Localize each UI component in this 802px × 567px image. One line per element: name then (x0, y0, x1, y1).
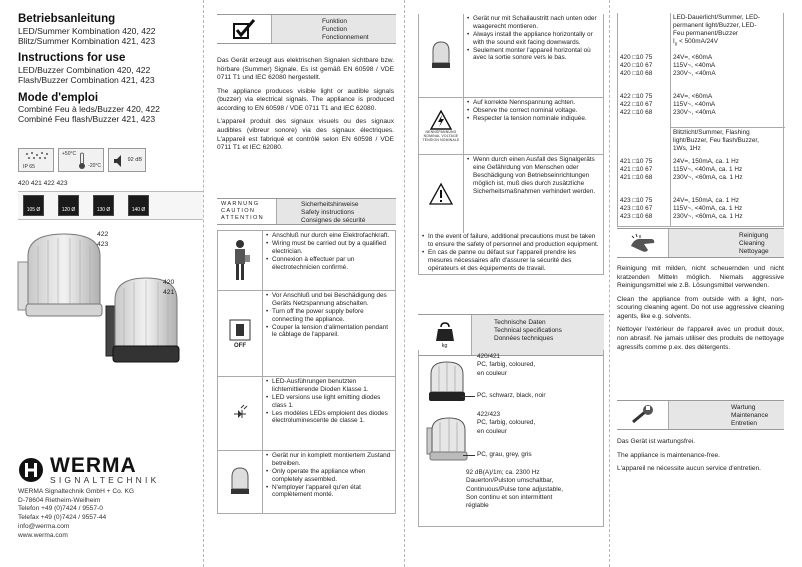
warning-5-fr: • Seulement monter l'appareil horizontal où avec la sortie sonore vers le bas. (467, 47, 600, 63)
address-website-link[interactable]: www.werma.com (18, 531, 68, 539)
dimension-unit: Ø (71, 206, 76, 213)
pointer-line (463, 455, 475, 456)
maintenance-text-fr: L'appareil ne nécessite aucun service d'entretien. (617, 465, 762, 473)
sound-exit-icon-box (419, 14, 464, 97)
warning-5-de: • Gerät nur mit Schallaustritt nach unten oder waagerecht montieren. (467, 15, 600, 31)
spec-420-model: 420/421 (477, 353, 501, 360)
warning-6-fr: • Respecter la tension nominale indiquée. (467, 115, 587, 123)
table-cell-value: 115V~, <40mA (673, 101, 716, 108)
pointer-line (461, 396, 475, 397)
warning-3-en: • LED versions use light emitting diodes class 1. (266, 394, 392, 410)
function-head-de: Funktion (322, 18, 347, 25)
warning-row-sound-exit (419, 14, 603, 98)
maintenance-section-header (617, 400, 784, 430)
maintenance-head-fr: Entretien (731, 420, 758, 428)
table-row (618, 158, 785, 166)
spec-422-model: 422/423 (477, 411, 501, 418)
cleaning-text-fr: Nettoyer l'extérieur de l'appareil avec un produit doux, non abrasif. Ne jamais utiliser des produits de nettoyage agressifs comme p.ex. des détergents. (617, 326, 784, 351)
current-subscript: 0 (674, 41, 678, 47)
column-divider-3 (609, 0, 610, 567)
electrician-icon-box (218, 231, 263, 290)
maintenance-text-en: The appliance is maintenance-free. (617, 451, 720, 459)
flash-header (673, 129, 783, 153)
subtitle-en-1: LED/Buzzer Combination 420, 422 (18, 64, 151, 75)
ip-rating-label: IP 65 (23, 163, 36, 170)
maintenance-text (617, 438, 784, 474)
warning-label-de: WARNUNG (221, 201, 260, 208)
table-cell-value: 24V=, <60mA (673, 54, 713, 61)
tech-head-fr: Données techniques (494, 335, 554, 343)
table-group-421 (618, 158, 785, 182)
subtitle-de-2: Blitz/Summer Kombination 421, 423 (18, 35, 156, 46)
table-column-divider (670, 13, 671, 227)
warning-triangle-icon (428, 182, 454, 206)
sound-spec-1: 92 dB(A)/1m; ca. 2300 Hz (466, 469, 540, 476)
safety-head-de: Sicherheitshinweise (301, 201, 359, 208)
table-cell-code: 420 □10 75 (620, 54, 653, 61)
checkmark-icon (232, 18, 256, 40)
table-cell-value: 230V~, <40mA (673, 109, 716, 116)
cleaning-section-header (617, 228, 784, 258)
weight-icon (434, 321, 456, 343)
temperature-icon (58, 148, 104, 172)
warning-5-en: • Always install the appliance horizontally or with the sound exit facing downwards. (467, 31, 600, 47)
cleaning-text-en: Clean the appliance from outside with a light, non-scouring cleaning agent. Do not use aggressive cleaning agents, like e.g. solvents. (617, 295, 784, 320)
table-row (618, 62, 785, 70)
power-switch-icon (227, 317, 253, 343)
temperature-min-label: -20°C (88, 162, 101, 169)
werma-logo-icon (18, 457, 44, 483)
power-off-icon-box (218, 291, 263, 376)
subtitle-fr-1: Combiné Feu à leds/Buzzer 420, 422 (18, 104, 160, 115)
property-icons (18, 148, 146, 172)
warning-1-fr: • Connexion à effectuer par un électrotechnicien confirmé. (266, 256, 392, 272)
led-icon-box (218, 377, 263, 450)
table-cell-value: 115V~, <40mA (673, 62, 716, 69)
brand-subtitle: SIGNALTECHNIK (50, 475, 160, 485)
dimension-value-422: 130 (96, 206, 106, 213)
table-row (618, 174, 785, 182)
spec-422-desc-2: en couleur (477, 427, 507, 435)
dimension-icon-423 (128, 195, 149, 216)
dimension-unit: Ø (36, 206, 41, 213)
function-head-fr: Fonctionnement (322, 34, 369, 42)
wrench-icon (629, 404, 657, 426)
voltage-label-de: NENNSPANNUNG (425, 129, 457, 134)
dimension-value-421: 120 (61, 206, 71, 213)
function-text-fr: L'appareil produit des signaux visuels ou des signaux audibles (vibreur sonore) via des signaux électriques. L'appareil est fabriqué et contrôlé selon EN 60598 / VDE 0711 T1 et IEC 62080. (217, 118, 394, 152)
table-cell-code: 423 □10 67 (620, 205, 653, 212)
led-diode-icon (230, 404, 250, 424)
address-fax: Telefax +49 (0)7424 / 9557-44 (18, 514, 107, 522)
table-cell-value: 24V=, 150mA, ca. 1 Hz (673, 158, 739, 165)
warning-7-extra (419, 233, 603, 274)
sound-level-icon (108, 148, 146, 172)
current-limit: < 500mA/24V (677, 38, 718, 45)
warning-row-power-off (218, 291, 395, 377)
table-row (618, 197, 785, 205)
warning-7-de: • Wenn durch einen Ausfall des Signalgeräts eine Gefährdung von Menschen oder Beschädigung von Betriebseinrichtungen möglich ist, muß dies durch zusätzliche Sicherheitsmaßnahmen verhindert werden. (467, 156, 600, 195)
warning-1-en: • Wiring must be carried out by a qualified electrician. (266, 240, 392, 256)
dimension-icon-422 (93, 195, 114, 216)
table-cell-value: 230V~, <60mA, ca. 1 Hz (673, 213, 743, 220)
sound-spec-3: Continuous/Pulse tone adjustable, (466, 485, 563, 493)
table-group-422 (618, 93, 785, 117)
voltage-icon-box (419, 98, 464, 154)
safety-warnings-list-continued (418, 14, 604, 275)
table-row (618, 109, 785, 117)
safety-warnings-list (217, 230, 396, 514)
table-cell-code: 420 □10 68 (620, 70, 653, 77)
title-fr: Mode d'emploi (18, 91, 99, 104)
address-city: D-78604 Rietheim-Weilheim (18, 496, 101, 504)
table-separator (670, 127, 785, 128)
table-cell-value: 24V=, 150mA, ca. 1 Hz (673, 197, 739, 204)
spec-422-desc-1: PC, farbig, coloured, (477, 419, 536, 427)
safety-section-header (217, 198, 396, 225)
product-label-422: 422 (97, 231, 109, 238)
spec-420-base: PC, schwarz, black, noir (477, 392, 546, 399)
led-header-1: LED-Dauerlicht/Summer, LED- (673, 14, 761, 21)
table-cell-code: 422 □10 75 (620, 93, 653, 100)
flash-header-1: Blitzlicht/Summer, Flashing (673, 129, 750, 136)
spec-420-block (477, 353, 535, 378)
dimension-value-423: 140 (131, 206, 141, 213)
address-phone: Telefon +49 (0)7424 / 9557-0 (18, 505, 103, 513)
cleaning-icon-box (617, 229, 669, 257)
table-row (618, 93, 785, 101)
table-cell-value: 115V~, <40mA, ca. 1 Hz (673, 205, 743, 212)
table-row (618, 54, 785, 62)
beacon-422-icon (425, 414, 469, 466)
table-cell-code: 422 □10 67 (620, 101, 653, 108)
table-cell-code: 423 □10 68 (620, 213, 653, 220)
table-row (618, 101, 785, 109)
beacon-420-icon (425, 358, 469, 406)
led-header-2: permanent light/Buzzer, LED- (673, 22, 757, 29)
address-block (18, 488, 134, 540)
warning-2-en: • Turn off the power supply before connecting the appliance. (266, 308, 392, 324)
beacon-mounting-icon (429, 39, 453, 73)
tech-head-en: Technical specifications (494, 327, 562, 335)
cleaning-hand-icon (628, 232, 658, 254)
warning-3-de: • LED-Ausführungen benutzten lichtemittierende Dioden Klasse 1. (266, 378, 392, 394)
warning-7-en: • In the event of failure, additional precautions must be taken to ensure the safety of personnel and production equipment. (422, 233, 600, 249)
title-en: Instructions for use (18, 52, 126, 65)
spec-420-desc-2: en couleur (477, 369, 507, 377)
subtitle-fr-2: Combiné Feu flash/Buzzer 421, 423 (18, 114, 156, 125)
column-divider-1 (203, 0, 204, 567)
table-row (618, 205, 785, 213)
title-block (18, 13, 203, 125)
warning-3-fr: • Les modèles LEDs emploient des diodes électroluminescente de classe 1. (266, 410, 392, 426)
function-text-en: The appliance produces visible light or audible signals (buzzer) via electrical signals. The appliance is produced according to EN 60598 / VDE 0711 T1 and IEC 62080. (217, 87, 394, 112)
voltage-label-en: NOMINAL VOLTAGE (423, 133, 459, 138)
electrician-icon (229, 239, 251, 283)
voltage-label-fr: TENSION NOMINALE (422, 138, 460, 143)
product-label-421: 421 (163, 289, 175, 296)
general-warning-icon-box (419, 155, 464, 233)
warning-6-de: • Auf korrekte Nennspannung achten. (467, 99, 587, 107)
beacon-assembly-icon (228, 465, 252, 499)
electrical-specs-table (617, 13, 784, 227)
tech-head-de: Technische Daten (494, 319, 546, 326)
table-group-420 (618, 54, 785, 78)
model-numbers: 420 421 422 423 (18, 180, 68, 187)
brand-name: WERMA (50, 454, 137, 477)
led-header-3: Feu permanent/Buzzer (673, 30, 739, 37)
function-head-en: Function (322, 26, 347, 34)
checkmark-icon-box (217, 15, 272, 43)
spec-422-block (477, 411, 535, 436)
title-de: Betriebsanleitung (18, 13, 116, 25)
warning-4-en: • Only operate the appliance when completely assembled. (266, 468, 392, 484)
address-email-link[interactable]: info@werma.com (18, 522, 70, 530)
warning-row-electrician (218, 231, 395, 291)
high-voltage-icon (430, 110, 452, 130)
kg-label: kg (441, 342, 448, 349)
led-header-4 (673, 38, 783, 47)
table-row (618, 166, 785, 174)
temperature-max-label: +50°C (62, 151, 77, 157)
warning-2-de: • Vor Anschluß und bei Beschädigung des Geräts Netzspannung abschalten. (266, 292, 392, 308)
table-cell-value: 115V~, <40mA, ca. 1 Hz (673, 166, 743, 173)
warning-4-de: • Gerät nur in komplett montiertem Zustand betreiben. (266, 452, 392, 468)
spec-422-base: PC, grau, grey, gris (477, 451, 532, 458)
warning-row-failure (419, 155, 603, 233)
sound-spec-5: réglable (466, 502, 489, 510)
table-cell-code: 420 □10 67 (620, 62, 653, 69)
sound-spec-4: Son continu et son intermittent (466, 493, 553, 501)
warning-6-en: • Observe the correct nominal voltage. (467, 107, 587, 115)
led-permanent-header (673, 14, 783, 47)
subtitle-de-1: LED/Summer Kombination 420, 422 (18, 25, 156, 36)
table-cell-code: 421 □10 68 (620, 174, 653, 181)
sound-specs (466, 469, 602, 511)
speaker-icon (112, 153, 128, 169)
warning-row-assembled (218, 451, 395, 513)
brand-logo (18, 455, 159, 485)
maintenance-text-de: Das Gerät ist wartungsfrei. (617, 438, 696, 445)
weight-icon-box (418, 315, 472, 355)
dimension-icon-420 (23, 195, 44, 216)
product-label-420: 420 (163, 279, 175, 286)
table-cell-value: 24V=, <60mA (673, 93, 713, 100)
warning-label-box (217, 199, 277, 224)
warning-row-nominal-voltage (419, 98, 603, 155)
spec-420-desc-1: PC, farbig, coloured, (477, 361, 536, 369)
warning-1-de: • Anschluß nur durch eine Elektrofachkraft. (266, 232, 392, 240)
warning-label-fr: ATTENTION (221, 214, 264, 221)
dimension-icons (18, 191, 203, 220)
table-cell-code: 421 □10 75 (620, 158, 653, 165)
table-cell-code: 423 □10 75 (620, 197, 653, 204)
table-group-423 (618, 197, 785, 221)
off-label: OFF (234, 342, 246, 349)
warning-label-en: CAUTION (221, 208, 256, 215)
warning-4-fr: • N'employer l'appareil qu'en état complètement monté. (266, 484, 392, 500)
address-company: WERMA Signaltechnik GmbH + Co. KG (18, 488, 134, 495)
maintenance-icon-box (617, 401, 669, 429)
table-cell-value: 230V~, <60mA, ca. 1 Hz (673, 174, 743, 181)
product-label-423: 423 (97, 241, 109, 248)
table-cell-code: 421 □10 67 (620, 166, 653, 173)
cleaning-text (617, 265, 784, 352)
dimension-unit: Ø (141, 206, 146, 213)
warning-row-led-class (218, 377, 395, 451)
column-divider-2 (404, 0, 405, 567)
function-text-de: Das Gerät erzeugt aus elektrischen Signalen sichtbare bzw. hörbare (Summer) Signale. Es ist gemäß EN 60598 / VDE 0711 T1 und IEC 62080 hergestellt. (217, 57, 394, 82)
maintenance-head-de: Wartung (731, 404, 756, 411)
subtitle-en-2: Flash/Buzzer Combination 421, 423 (18, 75, 155, 86)
function-section-header (217, 14, 396, 44)
table-row (618, 70, 785, 78)
current-symbol: I (673, 38, 675, 45)
warning-2-fr: • Couper la tension d'alimentation pendant le câblage de l'appareil. (266, 324, 392, 340)
cleaning-text-de: Reinigung mit milden, nicht scheuernden und nicht kratzenden Mitteln möglich. Niemals aggressive Reinigungsmittel wie z.B. Lösungsmittel verwenden. (617, 265, 784, 290)
dimension-value-420: 105 (26, 206, 36, 213)
table-cell-code: 422 □10 68 (620, 109, 653, 116)
flash-header-2: light/Buzzer, Feu flash/Buzzer, (673, 137, 759, 144)
safety-head-fr: Consignes de sécurité (301, 217, 366, 225)
maintenance-head-en: Maintenance (731, 412, 769, 420)
cleaning-head-fr: Nettoyage (739, 248, 769, 256)
dimension-unit: Ø (106, 206, 111, 213)
ip-rating-icon (18, 148, 54, 172)
sound-level-label: 92 dB (127, 157, 142, 163)
table-cell-value: 230V~, <40mA (673, 70, 716, 77)
product-illustration (14, 226, 194, 386)
sound-spec-2: Dauerton/Pulston umschaltbar, (466, 477, 554, 485)
thermometer-icon (78, 152, 86, 170)
cleaning-head-de: Reinigung (739, 232, 769, 239)
warning-7-fr: • En cas de panne ou défaut sur l'appareil prendre les mesures nécessaires afin d'assurer la sécurité des opérateurs et des équipements de travail. (422, 249, 600, 273)
assembled-icon-box (218, 451, 263, 513)
dimension-icon-421 (58, 195, 79, 216)
safety-head-en: Safety instructions (301, 209, 355, 217)
table-row (618, 213, 785, 221)
tech-specs-box (418, 350, 604, 527)
cleaning-head-en: Cleaning (739, 240, 765, 248)
function-text (217, 57, 394, 153)
flash-header-3: 1Ws, 1Hz (673, 145, 701, 152)
